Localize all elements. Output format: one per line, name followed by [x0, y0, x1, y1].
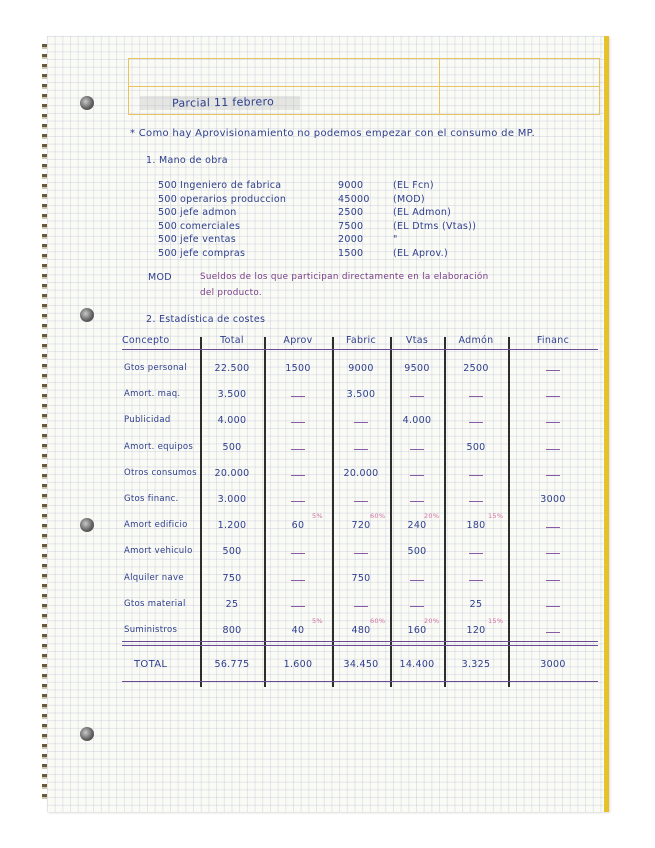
empty-cell-dash — [469, 553, 483, 554]
row-concept: Suministros — [124, 625, 178, 635]
personnel-dept: (EL Fcn) — [393, 180, 434, 191]
table-cell: 120 — [466, 625, 486, 636]
empty-cell-dash — [546, 527, 560, 528]
row-concept: Gtos material — [124, 598, 186, 609]
personnel-role: jefe compras — [180, 247, 246, 259]
row-concept: Amort. maq. — [124, 389, 181, 400]
total-cell: 1.600 — [283, 659, 313, 670]
row-concept: Alquiler nave — [124, 572, 184, 583]
total-cell: 3000 — [540, 659, 566, 670]
empty-cell-dash — [546, 580, 560, 581]
empty-cell-dash — [546, 553, 560, 554]
column-header: Aprov — [283, 335, 313, 346]
empty-cell-dash — [410, 449, 424, 450]
total-label: TOTAL — [134, 659, 168, 670]
cost-table — [122, 333, 598, 687]
personnel-role: jefe admon — [180, 207, 237, 218]
personnel-count: 500 — [158, 207, 178, 218]
empty-cell-dash — [354, 422, 368, 423]
row-concept: Gtos personal — [124, 363, 187, 373]
row-concept: Otros consumos — [124, 467, 197, 478]
table-cell: 750 — [222, 572, 242, 584]
table-cell: 500 — [407, 546, 427, 558]
table-cell: 480 — [351, 625, 371, 636]
column-header: Financ — [536, 335, 570, 346]
empty-cell-dash — [469, 580, 483, 581]
empty-cell-dash — [291, 553, 305, 554]
percentage-note: 20% — [424, 617, 440, 625]
table-cell: 25 — [469, 598, 483, 610]
mod-label: MOD — [148, 272, 172, 283]
personnel-dept: (EL Dtms (Vtas)) — [393, 220, 477, 232]
empty-cell-dash — [546, 370, 560, 371]
personnel-amount: 9000 — [338, 180, 364, 191]
empty-cell-dash — [469, 475, 483, 476]
personnel-count: 500 — [158, 220, 178, 232]
section-2-title: 2. Estadística de costes — [146, 314, 266, 325]
table-cell: 3.000 — [217, 494, 247, 505]
table-cell: 3.500 — [346, 389, 376, 401]
section-1-title: 1. Mano de obra — [146, 155, 228, 166]
column-header: Concepto — [122, 335, 170, 346]
table-cell: 500 — [466, 441, 486, 453]
empty-cell-dash — [546, 396, 560, 397]
empty-cell-dash — [469, 501, 483, 502]
table-cell: 9500 — [404, 363, 430, 374]
row-concept: Amort edificio — [124, 520, 188, 531]
empty-cell-dash — [410, 396, 424, 397]
personnel-role: operarios produccion — [180, 193, 287, 205]
table-cell: 4.000 — [402, 415, 432, 427]
table-cell: 500 — [222, 441, 242, 453]
total-rule — [122, 641, 598, 642]
total-rule — [122, 645, 598, 646]
percentage-note: 5% — [312, 512, 323, 521]
personnel-count: 500 — [158, 180, 178, 191]
personnel-dept: (MOD) — [393, 193, 425, 205]
personnel-role: Ingeniero de fabrica — [180, 180, 282, 191]
empty-cell-dash — [354, 553, 368, 554]
empty-cell-dash — [469, 422, 483, 423]
personnel-amount: 2000 — [338, 234, 364, 245]
table-header-rule — [122, 349, 598, 350]
table-cell: 9000 — [348, 363, 374, 374]
table-cell: 60 — [291, 520, 305, 532]
punch-hole — [80, 308, 94, 322]
percentage-note: 5% — [312, 617, 323, 625]
table-cell: 22.500 — [214, 363, 250, 374]
page-title: Parcial 11 febrero — [171, 95, 275, 110]
table-cell: 1.200 — [217, 520, 247, 532]
row-concept: Amort vehiculo — [124, 546, 193, 557]
empty-cell-dash — [410, 475, 424, 476]
empty-cell-dash — [291, 449, 305, 450]
row-concept: Gtos financ. — [124, 494, 179, 504]
personnel-role: jefe ventas — [180, 234, 236, 245]
personnel-dept: (EL Admon) — [393, 207, 452, 218]
empty-cell-dash — [354, 501, 368, 502]
total-cell: 56.775 — [214, 659, 250, 670]
total-bottom-rule — [122, 681, 598, 682]
table-cell: 720 — [351, 520, 371, 532]
column-header: Fabric — [345, 335, 376, 346]
empty-cell-dash — [546, 632, 560, 633]
percentage-note: 60% — [370, 617, 386, 625]
table-cell: 25 — [225, 598, 239, 610]
column-header: Admón — [458, 335, 494, 346]
personnel-count: 500 — [158, 247, 178, 259]
percentage-note: 60% — [370, 512, 386, 521]
empty-cell-dash — [354, 449, 368, 450]
table-cell: 160 — [407, 625, 427, 636]
empty-cell-dash — [291, 396, 305, 397]
punch-hole — [80, 96, 94, 110]
empty-cell-dash — [291, 606, 305, 607]
table-cell: 20.000 — [343, 467, 379, 479]
table-cell: 3000 — [540, 494, 566, 505]
empty-cell-dash — [410, 580, 424, 581]
percentage-note: 15% — [488, 617, 504, 625]
table-cell: 240 — [407, 520, 427, 532]
intro-text: * Como hay Aprovisionamiento no podemos empezar con el consumo de MP. — [130, 128, 535, 139]
empty-cell-dash — [546, 475, 560, 476]
personnel-dept: " — [393, 234, 398, 245]
table-cell: 800 — [222, 625, 242, 636]
empty-cell-dash — [410, 501, 424, 502]
table-cell: 500 — [222, 546, 242, 558]
table-cell: 750 — [351, 572, 371, 584]
empty-cell-dash — [469, 396, 483, 397]
empty-cell-dash — [354, 606, 368, 607]
personnel-count: 500 — [158, 193, 178, 205]
personnel-amount: 7500 — [338, 220, 364, 232]
percentage-note: 20% — [424, 512, 440, 521]
mod-note-line1: Sueldos de los que participan directamente en la elaboración — [200, 272, 489, 282]
personnel-count: 500 — [158, 234, 178, 245]
row-concept: Publicidad — [124, 415, 171, 426]
empty-cell-dash — [291, 501, 305, 502]
table-column-divider — [508, 337, 510, 687]
total-cell: 3.325 — [461, 659, 491, 670]
table-cell: 3.500 — [217, 389, 247, 401]
personnel-amount: 1500 — [338, 247, 364, 259]
total-cell: 14.400 — [399, 659, 435, 670]
table-cell: 2500 — [463, 363, 489, 374]
column-header: Vtas — [405, 335, 429, 346]
column-header: Total — [220, 335, 244, 346]
table-cell: 180 — [466, 520, 486, 532]
table-cell: 4.000 — [217, 415, 247, 427]
table-cell: 1500 — [285, 363, 311, 374]
empty-cell-dash — [546, 606, 560, 607]
empty-cell-dash — [291, 580, 305, 581]
personnel-amount: 45000 — [338, 193, 370, 205]
punch-hole — [80, 727, 94, 741]
empty-cell-dash — [546, 422, 560, 423]
total-cell: 34.450 — [343, 659, 379, 670]
table-cell: 20.000 — [214, 467, 250, 479]
punch-hole — [80, 518, 94, 532]
empty-cell-dash — [410, 606, 424, 607]
personnel-role: comerciales — [180, 220, 241, 232]
personnel-amount: 2500 — [338, 207, 364, 218]
personnel-dept: (EL Aprov.) — [393, 247, 448, 259]
empty-cell-dash — [546, 449, 560, 450]
empty-cell-dash — [291, 422, 305, 423]
percentage-note: 15% — [488, 512, 504, 521]
mod-note-line2: del producto. — [200, 288, 262, 298]
empty-cell-dash — [291, 475, 305, 476]
table-cell: 40 — [291, 625, 305, 636]
row-concept: Amort. equipos — [124, 441, 194, 452]
